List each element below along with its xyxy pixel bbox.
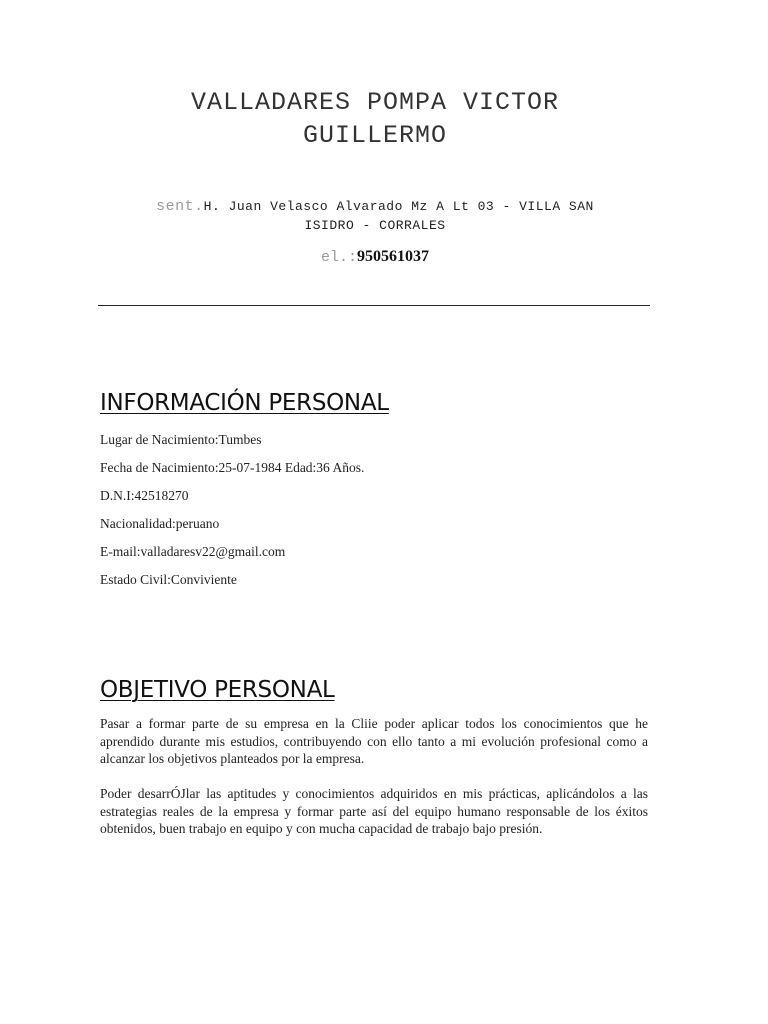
address-block [100,197,650,235]
phone-number: 950561037 [357,248,429,265]
header-divider [98,305,650,306]
address-label: sent. [156,198,204,215]
name-line-2: GUILLERMO [302,121,448,150]
section-title-objective: OBJETIVO PERSONAL [100,677,335,703]
section-title-personal-info: INFORMACIÓN PERSONAL [100,390,389,416]
applicant-name [120,86,630,152]
info-birthdate: Fecha de Nacimiento:25-07-1984 Edad:36 Años. [100,460,365,475]
address-line-1 [100,197,650,216]
info-civil-status: Estado Civil:Conviviente [100,572,237,587]
info-birthplace: Lugar de Nacimiento:Tumbes [100,432,262,447]
personal-info-list [100,430,640,598]
objective-paragraph-1: Pasar a formar parte de su empresa en la Cliie poder aplicar todos los conocimientos que he aprendido durante mis estudios, contribuyendo con ello tanto a mi evolución profesional como a alcanzar los objetivos planteados por la empresa. [100,716,648,766]
address-line-2: ISIDRO - CORRALES [304,218,446,233]
info-nationality: Nacionalidad:peruano [100,516,220,531]
info-dni: D.N.I:42518270 [100,488,189,503]
info-email: E-mail:valladaresv22@gmail.com [100,544,286,559]
phone-label: el.: [320,249,357,266]
address-text-1: H. Juan Velasco Alvarado Mz A Lt 03 - VILLA SAN [203,199,594,214]
phone-block [100,246,650,269]
objective-paragraph-2: Poder desarrÓJlar las aptitudes y conocimientos adquiridos en mis prácticas, aplicándolos a las estrategias reales de la empresa y formar parte así del equipo humano responsable de los éxitos obtenidos, buen trabajo en equipo y con mucha capacidad de trabajo bajo presión. [100,786,648,836]
name-line-1: VALLADARES POMPA VICTOR [190,88,560,117]
